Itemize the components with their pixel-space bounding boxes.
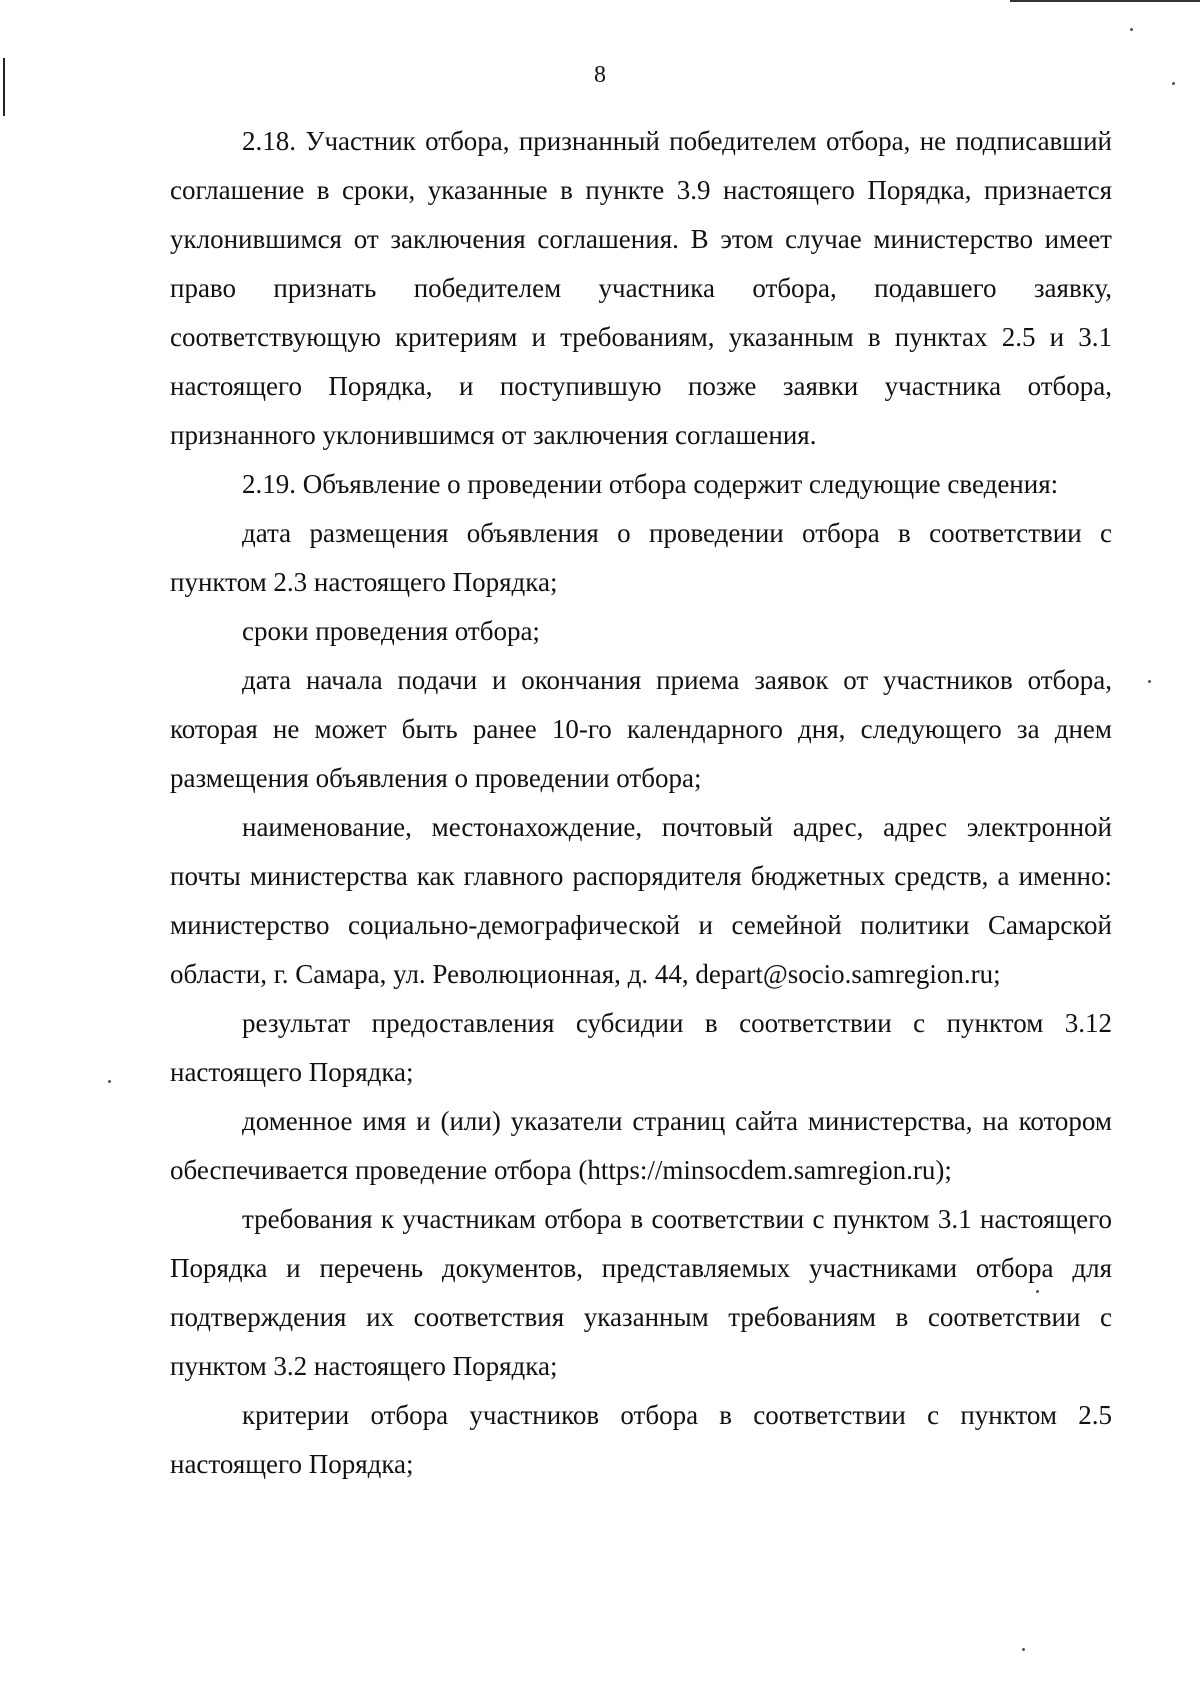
document-body bbox=[170, 117, 1112, 1489]
list-item: сроки проведения отбора; bbox=[242, 616, 540, 646]
scan-speck bbox=[1036, 1290, 1039, 1293]
list-item: дата размещения объявления о проведении отбора в соответствии с пунктом 2.3 настоящего Порядка; bbox=[170, 518, 1112, 597]
list-item: дата начала подачи и окончания приема заявок от участников отбора, которая не может быть ранее 10-го календарного дня, следующего за днем размещения объявления о проведении отбора; bbox=[170, 665, 1112, 793]
paragraph-2-19: 2.19. Объявление о проведении отбора содержит следующие сведения: bbox=[242, 469, 1059, 499]
scan-speck bbox=[1130, 28, 1133, 31]
scan-edge-line bbox=[1010, 0, 1200, 2]
list-item: критерии отбора участников отбора в соответствии с пунктом 2.5 настоящего Порядка; bbox=[170, 1400, 1112, 1479]
list-item: требования к участникам отбора в соответствии с пунктом 3.1 настоящего Порядка и перечень документов, представляемых участниками отбора для подтверждения их соответствия указанным требованиям в соответствии с пунктом 3.2 настоящего Порядка; bbox=[170, 1204, 1112, 1381]
scan-speck bbox=[108, 1080, 111, 1083]
list-item: результат предоставления субсидии в соответствии с пунктом 3.12 настоящего Порядка; bbox=[170, 1008, 1112, 1087]
list-item: наименование, местонахождение, почтовый адрес, адрес электронной почты министерства как главного распорядителя бюджетных средств, а именно: министерство социально-демографической и семейной политики Самарской области, г. Самара, ул. Революционная, д. 44, depart@socio.samregion.ru; bbox=[170, 812, 1112, 989]
page-number: 8 bbox=[594, 62, 606, 88]
list-item: доменное имя и (или) указатели страниц сайта министерства, на котором обеспечивается проведение отбора (https://minsocdem.samregion.ru); bbox=[170, 1106, 1112, 1185]
paragraph-2-18: 2.18. Участник отбора, признанный победителем отбора, не подписавший соглашение в сроки, указанные в пункте 3.9 настоящего Порядка, признается уклонившимся от заключения соглашения. В этом случае министерство имеет право признать победителем участника отбора, подавшего заявку, соответствующую критериям и требованиям, указанным в пунктах 2.5 и 3.1 настоящего Порядка, и поступившую позже заявки участника отбора, признанного уклонившимся от заключения соглашения. bbox=[170, 126, 1112, 450]
scan-speck bbox=[1148, 680, 1151, 683]
scan-speck bbox=[1172, 82, 1175, 85]
scan-speck bbox=[1022, 1648, 1025, 1651]
